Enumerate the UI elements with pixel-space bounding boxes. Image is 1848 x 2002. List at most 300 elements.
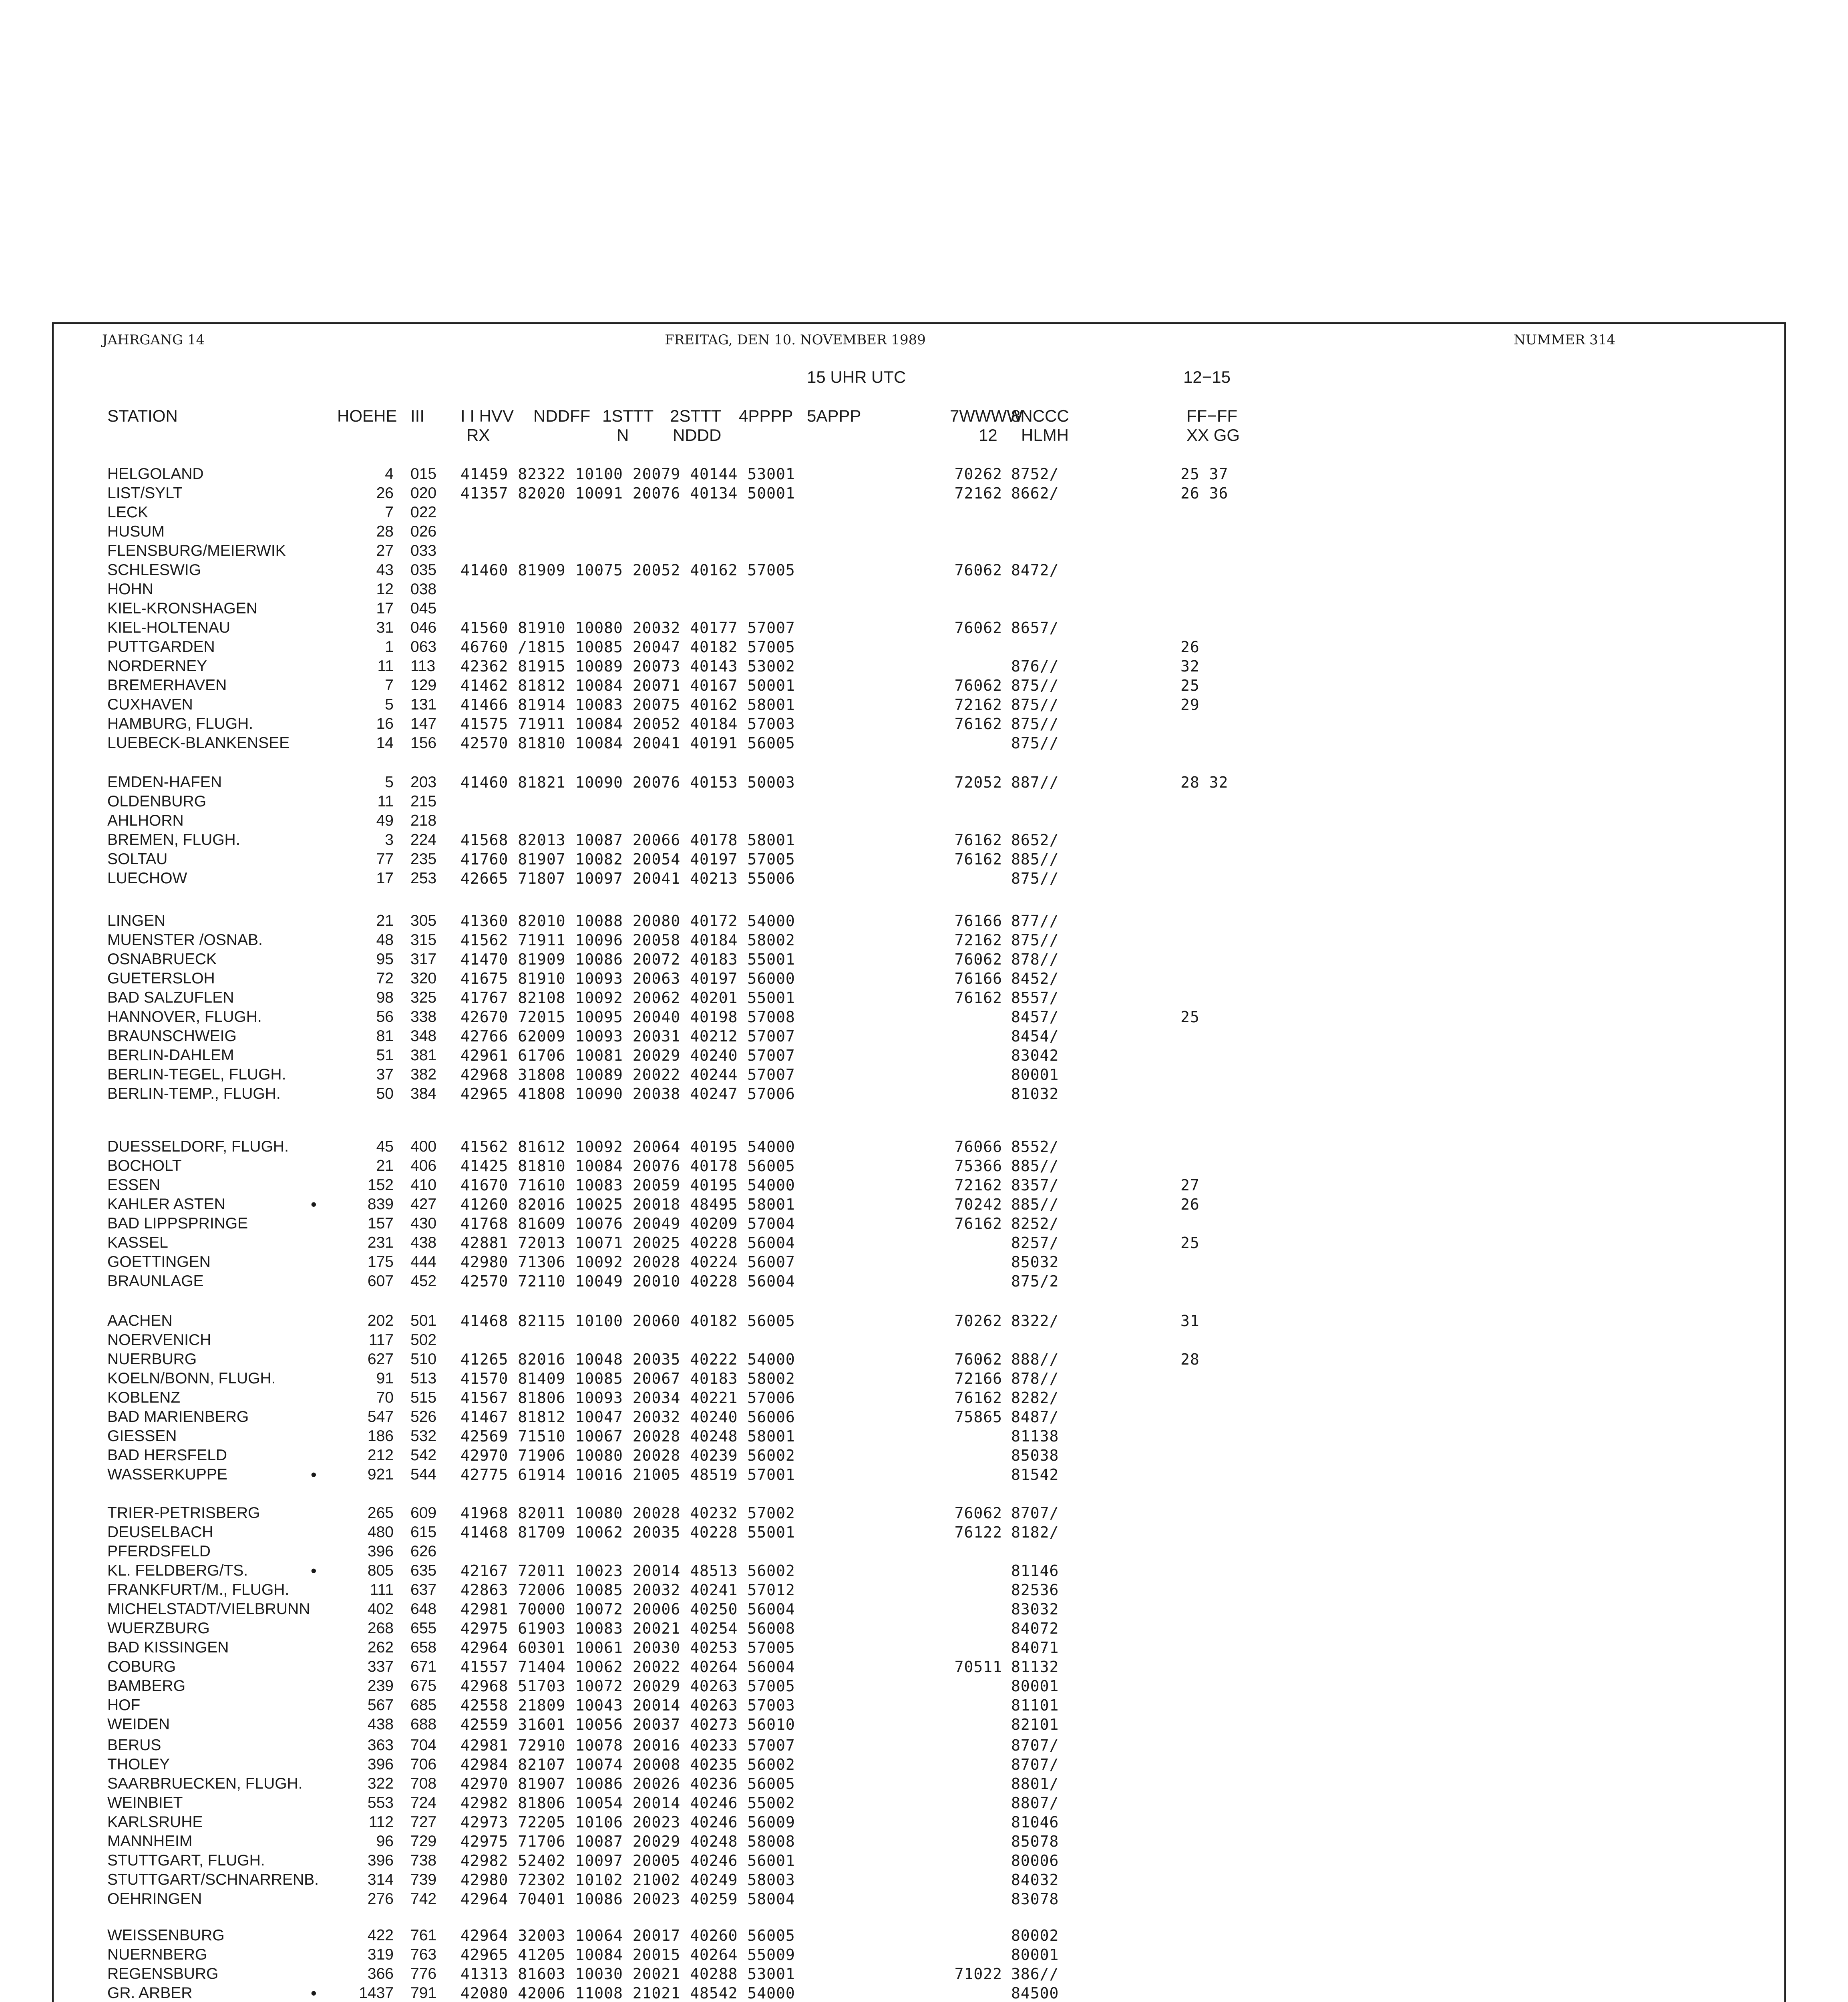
table-row xyxy=(0,1350,1848,1369)
table-row xyxy=(0,1233,1848,1252)
table-row xyxy=(0,1407,1848,1427)
station-index: 382 xyxy=(410,1066,437,1083)
station-index: 156 xyxy=(410,734,437,752)
station-name: EMDEN-HAFEN xyxy=(107,774,222,791)
station-index: 791 xyxy=(410,1984,437,2002)
station-height: 1 xyxy=(385,638,394,655)
mountain-marker: • xyxy=(311,1465,317,1484)
cloud-group: 8801/ xyxy=(1011,1775,1059,1793)
cloud-group: 876// xyxy=(1011,657,1059,675)
cloud-group: 8322/ xyxy=(1011,1312,1059,1330)
station-height: 7 xyxy=(385,504,394,521)
table-row xyxy=(0,988,1848,1007)
gust-group: 26 xyxy=(1180,638,1200,656)
station-index: 147 xyxy=(410,715,437,732)
cloud-group: 8257/ xyxy=(1011,1234,1059,1252)
station-index: 406 xyxy=(410,1157,437,1174)
utc-time-label: 15 UHR UTC xyxy=(807,368,906,386)
station-index: 635 xyxy=(410,1562,437,1579)
station-name: HELGOLAND xyxy=(107,465,204,482)
cloud-group: 8807/ xyxy=(1011,1794,1059,1812)
table-row xyxy=(0,1561,1848,1580)
station-height: 70 xyxy=(376,1389,394,1406)
cloud-group: 80006 xyxy=(1011,1852,1059,1869)
col-1sttt: 1STTT xyxy=(602,406,654,425)
table-row xyxy=(0,1084,1848,1104)
table-row xyxy=(0,1504,1848,1523)
cloud-group: 8357/ xyxy=(1011,1176,1059,1194)
station-name: WEIDEN xyxy=(107,1716,170,1733)
station-name: KIEL-KRONSHAGEN xyxy=(107,600,257,617)
station-index: 776 xyxy=(410,1965,437,1982)
obs-groups: 41560 81910 10080 20032 40177 57007 xyxy=(460,619,795,637)
table-row xyxy=(0,1388,1848,1407)
station-name: DUESSELDORF, FLUGH. xyxy=(107,1138,289,1155)
station-name: NUERBURG xyxy=(107,1351,197,1368)
table-row xyxy=(0,1755,1848,1774)
station-height: 7 xyxy=(385,677,394,694)
table-row xyxy=(0,850,1848,869)
station-name: GOETTINGEN xyxy=(107,1253,211,1270)
issue-number: NUMMER 314 xyxy=(1514,332,1616,348)
table-row xyxy=(0,714,1848,734)
cloud-group: 8282/ xyxy=(1011,1389,1059,1407)
station-index: 325 xyxy=(410,989,437,1006)
weather-group: 76162 xyxy=(954,1389,1002,1407)
station-height: 268 xyxy=(367,1620,394,1637)
cloud-group: 8652/ xyxy=(1011,831,1059,849)
station-name: HOF xyxy=(107,1696,141,1714)
station-index: 452 xyxy=(410,1272,437,1290)
station-height: 91 xyxy=(376,1370,394,1387)
weather-group: 76162 xyxy=(954,715,1002,733)
table-row xyxy=(0,580,1848,599)
station-index: 761 xyxy=(410,1927,437,1944)
table-row xyxy=(0,1272,1848,1291)
weather-group: 76062 xyxy=(954,677,1002,694)
weather-group: 76066 xyxy=(954,1138,1002,1156)
gust-group: 27 xyxy=(1180,1176,1200,1194)
table-row xyxy=(0,464,1848,484)
weather-group: 76162 xyxy=(954,989,1002,1007)
station-height: 21 xyxy=(376,1157,394,1174)
cloud-group: 81146 xyxy=(1011,1562,1059,1580)
table-row xyxy=(0,1195,1848,1214)
station-index: 501 xyxy=(410,1312,437,1329)
cloud-group: 8457/ xyxy=(1011,1008,1059,1026)
table-row xyxy=(0,1331,1848,1350)
station-height: 28 xyxy=(376,523,394,540)
table-row xyxy=(0,911,1848,931)
mountain-marker: • xyxy=(311,1984,317,2002)
cloud-group: 82101 xyxy=(1011,1716,1059,1733)
cloud-group: 875// xyxy=(1011,734,1059,752)
weather-group: 76122 xyxy=(954,1524,1002,1541)
gust-group: 29 xyxy=(1180,696,1200,714)
table-row xyxy=(0,1465,1848,1484)
table-row xyxy=(0,1137,1848,1156)
obs-groups: 41562 81612 10092 20064 40195 54000 xyxy=(460,1138,795,1156)
table-row xyxy=(0,931,1848,950)
station-height: 322 xyxy=(367,1775,394,1792)
obs-groups: 42980 72302 10102 21002 40249 58003 xyxy=(460,1871,795,1889)
station-height: 17 xyxy=(376,870,394,887)
station-height: 16 xyxy=(376,715,394,732)
station-index: 706 xyxy=(410,1756,437,1773)
station-index: 020 xyxy=(410,484,437,502)
station-index: 046 xyxy=(410,619,437,636)
table-row xyxy=(0,676,1848,695)
obs-groups: 42559 31601 10056 20037 40273 56010 xyxy=(460,1716,795,1733)
gust-group: 25 37 xyxy=(1180,465,1229,483)
station-name: WUERZBURG xyxy=(107,1620,210,1637)
station-index: 658 xyxy=(410,1639,437,1656)
table-row xyxy=(0,830,1848,850)
station-index: 438 xyxy=(410,1234,437,1251)
station-name: GUETERSLOH xyxy=(107,970,215,987)
obs-groups: 42863 72006 10085 20032 40241 57012 xyxy=(460,1581,795,1599)
obs-groups: 42970 81907 10086 20026 40236 56005 xyxy=(460,1775,795,1793)
station-height: 45 xyxy=(376,1138,394,1155)
cloud-group: 8752/ xyxy=(1011,465,1059,483)
station-height: 81 xyxy=(376,1027,394,1045)
cloud-group: 875// xyxy=(1011,696,1059,714)
col-2sttt: 2STTT xyxy=(670,406,722,425)
station-height: 51 xyxy=(376,1047,394,1064)
station-height: 396 xyxy=(367,1543,394,1560)
station-height: 31 xyxy=(376,619,394,636)
station-name: GR. ARBER xyxy=(107,1984,193,2002)
station-height: 152 xyxy=(367,1176,394,1194)
gust-group: 25 xyxy=(1180,1008,1200,1026)
cloud-group: 83078 xyxy=(1011,1890,1059,1908)
table-row xyxy=(0,1580,1848,1600)
station-name: WASSERKUPPE xyxy=(107,1466,227,1483)
weather-group: 76062 xyxy=(954,1504,1002,1522)
station-name: NUERNBERG xyxy=(107,1946,207,1963)
obs-groups: 41968 82011 10080 20028 40232 57002 xyxy=(460,1504,795,1522)
cloud-group: 8487/ xyxy=(1011,1408,1059,1426)
obs-groups: 42961 61706 10081 20029 40240 57007 xyxy=(460,1047,795,1064)
station-name: KAHLER ASTEN xyxy=(107,1196,225,1213)
station-name: THOLEY xyxy=(107,1756,170,1773)
table-row xyxy=(0,1542,1848,1561)
obs-groups: 42975 71706 10087 20029 40248 58008 xyxy=(460,1833,795,1850)
obs-groups: 42570 81810 10084 20041 40191 56005 xyxy=(460,734,795,752)
station-height: 839 xyxy=(367,1196,394,1213)
station-height: 337 xyxy=(367,1658,394,1675)
station-index: 253 xyxy=(410,870,437,887)
weather-group: 76166 xyxy=(954,912,1002,930)
station-name: BERUS xyxy=(107,1737,161,1754)
obs-groups: 42970 71906 10080 20028 40239 56002 xyxy=(460,1447,795,1464)
col-iii: III xyxy=(410,406,425,425)
station-index: 400 xyxy=(410,1138,437,1155)
table-row xyxy=(0,1065,1848,1084)
table-row xyxy=(0,1638,1848,1657)
obs-groups: 46760 /1815 10085 20047 40182 57005 xyxy=(460,638,795,656)
station-index: 410 xyxy=(410,1176,437,1194)
station-height: 276 xyxy=(367,1890,394,1908)
station-name: LINGEN xyxy=(107,912,166,929)
station-index: 515 xyxy=(410,1389,437,1406)
station-index: 704 xyxy=(410,1737,437,1754)
station-name: BAD MARIENBERG xyxy=(107,1408,249,1425)
station-index: 218 xyxy=(410,812,437,829)
obs-groups: 42982 81806 10054 20014 40246 55002 xyxy=(460,1794,795,1812)
obs-groups: 41357 82020 10091 20076 40134 50001 xyxy=(460,484,795,502)
cloud-group: 875// xyxy=(1011,870,1059,887)
station-height: 1437 xyxy=(359,1984,394,2002)
col-station: STATION xyxy=(107,406,178,425)
obs-groups: 42975 61903 10083 20021 40254 56008 xyxy=(460,1620,795,1637)
cloud-group: 8707/ xyxy=(1011,1756,1059,1773)
station-height: 3 xyxy=(385,831,394,848)
station-name: CUXHAVEN xyxy=(107,696,193,713)
weather-group: 75366 xyxy=(954,1157,1002,1175)
station-height: 43 xyxy=(376,561,394,579)
station-name: KOBLENZ xyxy=(107,1389,181,1406)
station-name: AACHEN xyxy=(107,1312,173,1329)
station-name: BAD KISSINGEN xyxy=(107,1639,229,1656)
cloud-group: 81032 xyxy=(1011,1085,1059,1103)
station-index: 235 xyxy=(410,850,437,868)
station-index: 739 xyxy=(410,1871,437,1888)
cloud-group: 877// xyxy=(1011,912,1059,930)
station-name: BAD SALZUFLEN xyxy=(107,989,234,1006)
table-row xyxy=(0,618,1848,637)
cloud-group: 84032 xyxy=(1011,1871,1059,1889)
station-name: KASSEL xyxy=(107,1234,168,1251)
station-index: 038 xyxy=(410,581,437,598)
station-index: 035 xyxy=(410,561,437,579)
cloud-group: 80002 xyxy=(1011,1927,1059,1944)
table-row xyxy=(0,1446,1848,1465)
obs-groups: 41425 81810 10084 20076 40178 56005 xyxy=(460,1157,795,1175)
station-name: SCHLESWIG xyxy=(107,561,201,579)
cloud-group: 875// xyxy=(1011,715,1059,733)
station-height: 175 xyxy=(367,1253,394,1270)
table-row xyxy=(0,1984,1848,2002)
obs-groups: 41460 81821 10090 20076 40153 50003 xyxy=(460,774,795,791)
table-row xyxy=(0,1600,1848,1619)
cloud-group: 8707/ xyxy=(1011,1737,1059,1754)
station-name: NORDERNEY xyxy=(107,657,207,675)
cloud-group: 878// xyxy=(1011,1370,1059,1387)
station-height: 314 xyxy=(367,1871,394,1888)
station-name: BOCHOLT xyxy=(107,1157,182,1174)
obs-groups: 42670 72015 10095 20040 40198 57008 xyxy=(460,1008,795,1026)
date-title: FREITAG, DEN 10. NOVEMBER 1989 xyxy=(665,332,926,348)
station-index: 338 xyxy=(410,1008,437,1025)
weather-group: 72166 xyxy=(954,1370,1002,1387)
station-height: 56 xyxy=(376,1008,394,1025)
station-index: 381 xyxy=(410,1047,437,1064)
station-height: 49 xyxy=(376,812,394,829)
station-index: 113 xyxy=(410,657,436,675)
mountain-marker: • xyxy=(311,1195,317,1214)
table-row xyxy=(0,1715,1848,1734)
station-name: LUEBECK-BLANKENSEE xyxy=(107,734,290,752)
col-rx: RX xyxy=(467,426,490,444)
weather-group: 70511 xyxy=(954,1658,1002,1676)
cloud-group: 80001 xyxy=(1011,1677,1059,1695)
station-index: 045 xyxy=(410,600,437,617)
station-index: 320 xyxy=(410,970,437,987)
col-7wwww: 7WWWW xyxy=(950,406,1023,425)
obs-groups: 41313 81603 10030 20021 40288 53001 xyxy=(460,1965,795,1983)
obs-groups: 41768 81609 10076 20049 40209 57004 xyxy=(460,1215,795,1232)
station-name: REGENSBURG xyxy=(107,1965,219,1982)
weather-group: 72162 xyxy=(954,696,1002,714)
station-height: 117 xyxy=(368,1331,394,1349)
table-row xyxy=(0,695,1848,714)
station-index: 444 xyxy=(410,1253,437,1270)
station-name: OLDENBURG xyxy=(107,793,207,810)
station-height: 4 xyxy=(385,465,394,482)
station-index: 615 xyxy=(410,1524,437,1541)
cloud-group: 84072 xyxy=(1011,1620,1059,1637)
col-5appp: 5APPP xyxy=(807,406,861,425)
cloud-group: 81132 xyxy=(1011,1658,1059,1676)
cloud-group: 81046 xyxy=(1011,1813,1059,1831)
station-name: PFERDSFELD xyxy=(107,1543,211,1560)
obs-groups: 42570 72110 10049 20010 40228 56004 xyxy=(460,1272,795,1290)
station-name: LUECHOW xyxy=(107,870,187,887)
weather-group: 76166 xyxy=(954,970,1002,987)
station-index: 430 xyxy=(410,1215,437,1232)
cloud-group: 81138 xyxy=(1011,1427,1059,1445)
station-height: 239 xyxy=(367,1677,394,1694)
station-height: 48 xyxy=(376,931,394,949)
station-name: OEHRINGEN xyxy=(107,1890,202,1908)
station-name: HAMBURG, FLUGH. xyxy=(107,715,253,732)
table-row xyxy=(0,1619,1848,1638)
station-index: 544 xyxy=(410,1466,437,1483)
weather-group: 76162 xyxy=(954,850,1002,868)
obs-groups: 41462 81812 10084 20071 40167 50001 xyxy=(460,677,795,694)
table-row xyxy=(0,541,1848,561)
obs-groups: 41570 81409 10085 20067 40183 58002 xyxy=(460,1370,795,1387)
weather-group: 72052 xyxy=(954,774,1002,791)
station-height: 21 xyxy=(376,912,394,929)
station-name: BAD HERSFELD xyxy=(107,1447,227,1464)
table-row xyxy=(0,1311,1848,1331)
station-index: 685 xyxy=(410,1696,437,1714)
station-name: DEUSELBACH xyxy=(107,1524,213,1541)
cloud-group: 8472/ xyxy=(1011,561,1059,579)
station-index: 763 xyxy=(410,1946,437,1963)
station-index: 675 xyxy=(410,1677,437,1694)
station-index: 224 xyxy=(410,831,437,848)
cloud-group: 875/2 xyxy=(1011,1272,1059,1290)
table-row xyxy=(0,1176,1848,1195)
obs-groups: 41467 81812 10047 20032 40240 56006 xyxy=(460,1408,795,1426)
station-index: 129 xyxy=(410,677,437,694)
obs-groups: 42968 51703 10072 20029 40263 57005 xyxy=(460,1677,795,1695)
station-height: 98 xyxy=(376,989,394,1006)
cloud-group: 85078 xyxy=(1011,1833,1059,1850)
table-row xyxy=(0,1046,1848,1065)
station-index: 033 xyxy=(410,542,437,559)
station-height: 5 xyxy=(385,774,394,791)
table-row xyxy=(0,1870,1848,1889)
obs-groups: 41265 82016 10048 20035 40222 54000 xyxy=(460,1351,795,1368)
weather-group: 70262 xyxy=(954,1312,1002,1330)
station-name: WEISSENBURG xyxy=(107,1927,225,1944)
table-row xyxy=(0,657,1848,676)
col-hoehe: HOEHE xyxy=(337,406,397,425)
station-name: SAARBRUECKEN, FLUGH. xyxy=(107,1775,303,1792)
col-4pppp: 4PPPP xyxy=(739,406,793,425)
station-height: 14 xyxy=(376,734,394,752)
table-row xyxy=(0,1007,1848,1027)
station-name: STUTTGART/SCHNARRENB. xyxy=(107,1871,319,1888)
weather-group: 70262 xyxy=(954,465,1002,483)
gust-group: 26 xyxy=(1180,1196,1200,1213)
table-row xyxy=(0,1774,1848,1793)
station-height: 11 xyxy=(377,793,394,810)
obs-groups: 42766 62009 10093 20031 40212 57007 xyxy=(460,1027,795,1045)
obs-groups: 41470 81909 10086 20072 40183 55001 xyxy=(460,951,795,968)
station-height: 396 xyxy=(367,1756,394,1773)
weather-group: 70242 xyxy=(954,1196,1002,1213)
table-row xyxy=(0,1657,1848,1676)
cloud-group: 80001 xyxy=(1011,1946,1059,1964)
weather-group: 76062 xyxy=(954,951,1002,968)
obs-groups: 42973 72205 10106 20023 40246 56009 xyxy=(460,1813,795,1831)
table-row xyxy=(0,1851,1848,1870)
col-12: 12 xyxy=(979,426,997,444)
cloud-group: 8707/ xyxy=(1011,1504,1059,1522)
obs-groups: 41468 82115 10100 20060 40182 56005 xyxy=(460,1312,795,1330)
weather-group: 75865 xyxy=(954,1408,1002,1426)
station-name: KOELN/BONN, FLUGH. xyxy=(107,1370,276,1387)
obs-groups: 42775 61914 10016 21005 48519 57001 xyxy=(460,1466,795,1483)
station-index: 026 xyxy=(410,523,437,540)
gust-group: 32 xyxy=(1180,657,1200,675)
obs-groups: 42981 72910 10078 20016 40233 57007 xyxy=(460,1737,795,1754)
station-index: 063 xyxy=(410,638,437,655)
station-height: 72 xyxy=(376,970,394,987)
station-name: BERLIN-TEGEL, FLUGH. xyxy=(107,1066,286,1083)
cloud-group: 80001 xyxy=(1011,1066,1059,1083)
cloud-group: 885// xyxy=(1011,850,1059,868)
obs-groups: 42569 71510 10067 20028 40248 58001 xyxy=(460,1427,795,1445)
cloud-group: 878// xyxy=(1011,951,1059,968)
station-name: LECK xyxy=(107,504,148,521)
obs-groups: 41675 81910 10093 20063 40197 56000 xyxy=(460,970,795,987)
cloud-group: 885// xyxy=(1011,1157,1059,1175)
station-index: 502 xyxy=(410,1331,437,1349)
station-index: 022 xyxy=(410,504,437,521)
station-index: 729 xyxy=(410,1833,437,1850)
table-row xyxy=(0,1676,1848,1696)
obs-groups: 41562 71911 10096 20058 40184 58002 xyxy=(460,931,795,949)
station-height: 921 xyxy=(367,1466,394,1483)
station-height: 363 xyxy=(367,1737,394,1754)
station-index: 532 xyxy=(410,1427,437,1445)
station-index: 688 xyxy=(410,1716,437,1733)
station-height: 265 xyxy=(367,1504,394,1522)
station-height: 422 xyxy=(367,1927,394,1944)
cloud-group: 8657/ xyxy=(1011,619,1059,637)
obs-groups: 42362 81915 10089 20073 40143 53002 xyxy=(460,657,795,675)
weather-group: 76062 xyxy=(954,1351,1002,1368)
station-height: 231 xyxy=(367,1234,394,1251)
obs-groups: 42968 31808 10089 20022 40244 57007 xyxy=(460,1066,795,1083)
station-height: 805 xyxy=(367,1562,394,1579)
